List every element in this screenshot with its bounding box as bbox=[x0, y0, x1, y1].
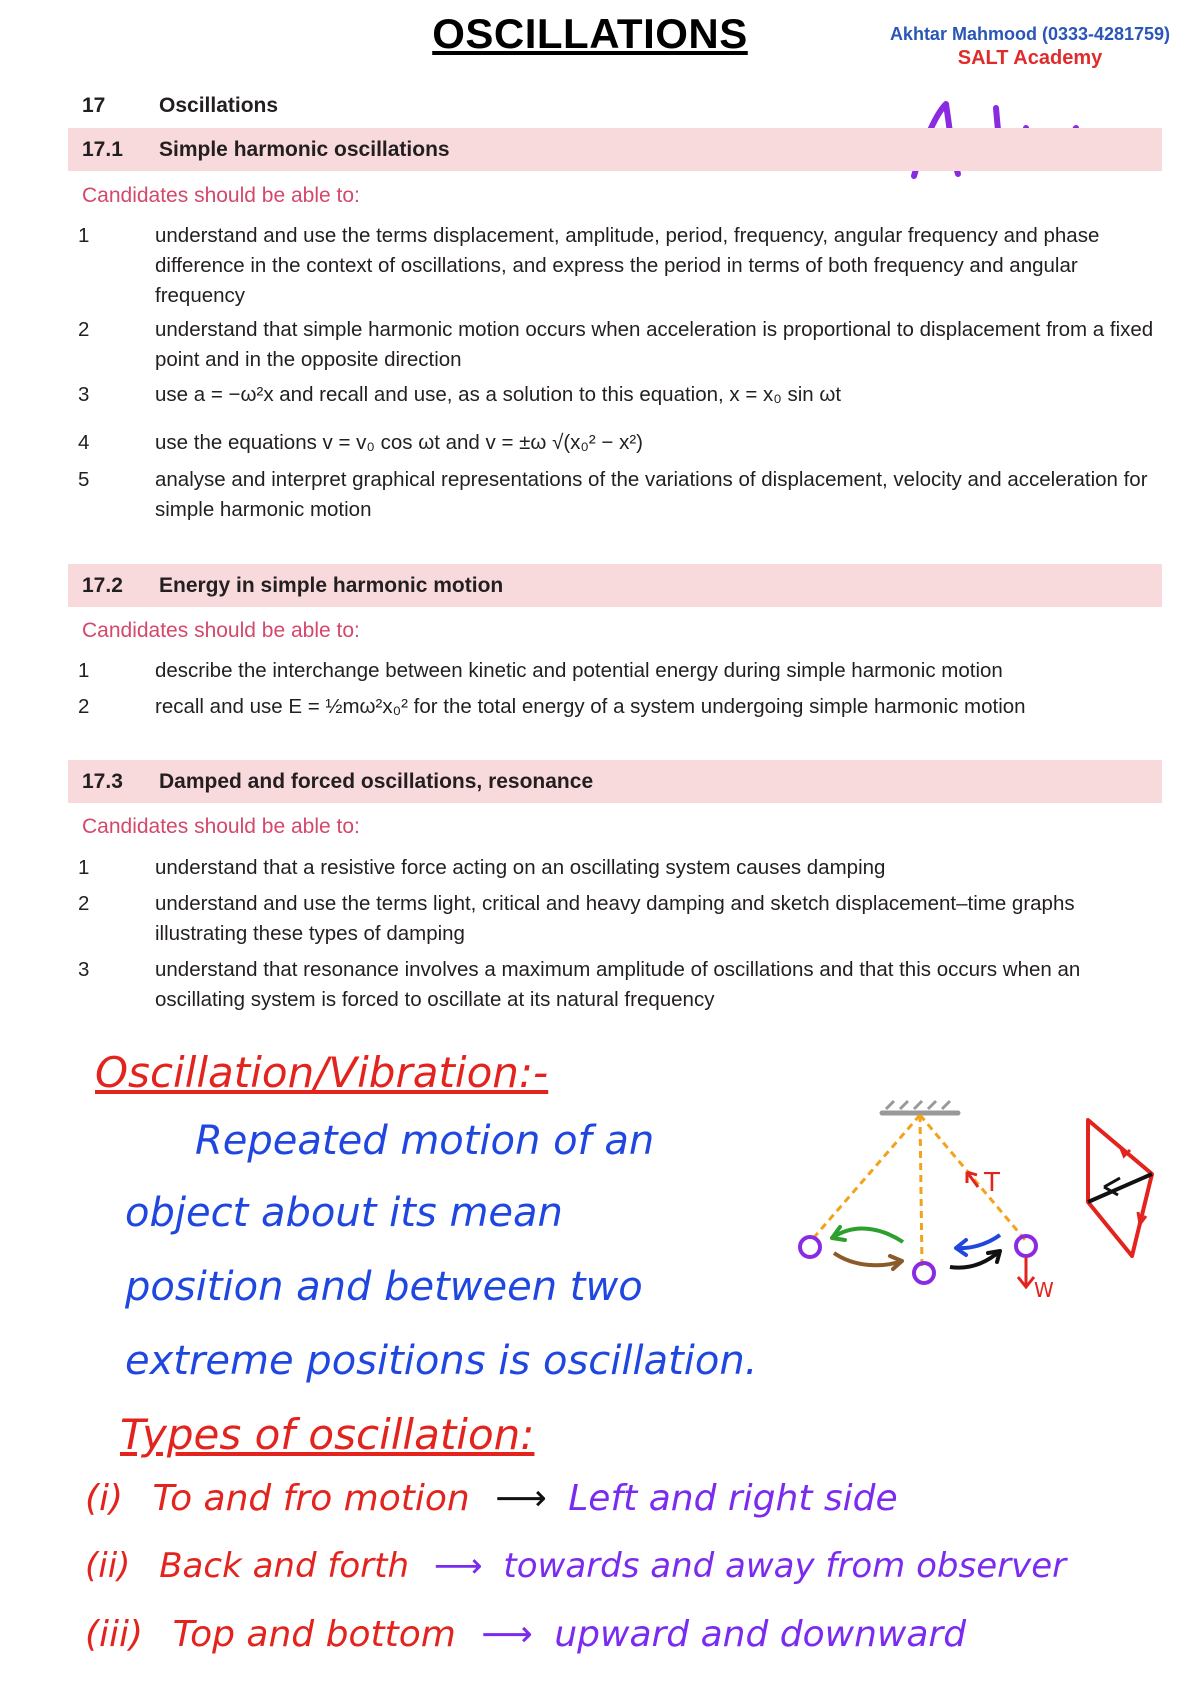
author-name: Akhtar Mahmood (0333-4281759) bbox=[889, 24, 1171, 44]
bob-left bbox=[800, 1237, 820, 1257]
type-marker: (ii) bbox=[85, 1546, 131, 1586]
item-number: 1 bbox=[78, 224, 90, 247]
item-text: understand that a resistive force acting on an oscillating system causes damping bbox=[155, 856, 886, 879]
list-item bbox=[68, 465, 1162, 525]
item-number: 1 bbox=[78, 856, 90, 879]
list-item bbox=[68, 889, 1162, 949]
section-header bbox=[68, 564, 1162, 607]
type-description: towards and away from observer bbox=[503, 1546, 1067, 1586]
definition-line: Repeated motion of an bbox=[195, 1118, 655, 1164]
item-text: understand and use the terms light, critical and heavy damping and sketch displacement–time graphs illustrating these types of damping bbox=[155, 892, 1075, 945]
section-header bbox=[68, 760, 1162, 803]
definition-line: extreme positions is oscillation. bbox=[125, 1338, 758, 1384]
type-marker: (iii) bbox=[85, 1614, 144, 1655]
item-text: analyse and interpret graphical representations of the variations of displacement, velocity and acceleration for simple harmonic motion bbox=[155, 468, 1148, 521]
list-item bbox=[68, 428, 1162, 458]
type-arrow: ⟶ bbox=[495, 1478, 547, 1519]
tension-label: T bbox=[984, 1168, 1000, 1198]
chapter-number: 17 bbox=[82, 94, 106, 117]
section-title: Energy in simple harmonic motion bbox=[159, 574, 504, 597]
list-item bbox=[85, 1478, 898, 1519]
list-item bbox=[68, 315, 1162, 375]
item-number: 2 bbox=[78, 695, 90, 718]
page-title: OSCILLATIONS bbox=[432, 10, 748, 57]
item-number: 5 bbox=[78, 468, 90, 491]
list-item bbox=[68, 955, 1162, 1015]
type-name: Top and bottom bbox=[172, 1614, 456, 1655]
list-item bbox=[68, 692, 1162, 722]
item-text: understand and use the terms displacement, amplitude, period, frequency, angular frequency and phase difference in the context of oscillations, and express the period in terms of both frequency and angular frequency bbox=[155, 224, 1100, 307]
item-number: 3 bbox=[78, 958, 90, 981]
section-number: 17.3 bbox=[82, 770, 123, 793]
definition-line: position and between two bbox=[125, 1264, 643, 1310]
item-text: understand that resonance involves a maximum amplitude of oscillations and that this occurs when an oscillating system is forced to oscillate at its natural frequency bbox=[155, 958, 1081, 1011]
academy-name: SALT Academy bbox=[957, 47, 1103, 69]
candidates-label: Candidates should be able to: bbox=[82, 619, 360, 642]
types-heading: Types of oscillation: bbox=[120, 1410, 535, 1459]
definition-line: object about its mean bbox=[125, 1190, 563, 1236]
item-number: 2 bbox=[78, 892, 90, 915]
pendulum-diagram bbox=[790, 1095, 1070, 1305]
list-item bbox=[85, 1614, 966, 1655]
candidates-label: Candidates should be able to: bbox=[82, 815, 360, 838]
section-header bbox=[68, 128, 1162, 171]
list-item bbox=[68, 656, 1162, 686]
type-description: upward and downward bbox=[554, 1614, 967, 1655]
type-arrow: ⟶ bbox=[433, 1546, 483, 1586]
notes-heading: Oscillation/Vibration:- bbox=[95, 1048, 549, 1097]
item-number: 1 bbox=[78, 659, 90, 682]
author-block bbox=[880, 24, 1180, 70]
bob-center bbox=[914, 1263, 934, 1283]
item-text: understand that simple harmonic motion occurs when acceleration is proportional to displacement from a fixed point and in the opposite direction bbox=[155, 318, 1154, 371]
section-number: 17.1 bbox=[82, 138, 123, 161]
list-item bbox=[68, 380, 1162, 410]
item-text: use a = −ω²x and recall and use, as a solution to this equation, x = x₀ sin ωt bbox=[155, 383, 842, 406]
section-title: Damped and forced oscillations, resonance bbox=[159, 770, 594, 793]
list-item bbox=[85, 1546, 1066, 1586]
type-marker: (i) bbox=[85, 1478, 124, 1519]
section-title: Simple harmonic oscillations bbox=[159, 138, 450, 161]
weight-label: W bbox=[1034, 1278, 1054, 1302]
bob-right bbox=[1016, 1236, 1036, 1256]
type-name: To and fro motion bbox=[152, 1478, 470, 1519]
list-item bbox=[68, 221, 1162, 311]
item-number: 2 bbox=[78, 318, 90, 341]
candidates-label: Candidates should be able to: bbox=[82, 184, 360, 207]
chapter-title: Oscillations bbox=[159, 94, 279, 117]
section-number: 17.2 bbox=[82, 574, 123, 597]
list-item bbox=[68, 853, 1162, 883]
item-text: recall and use E = ½mω²x₀² for the total energy of a system undergoing simple harmonic motion bbox=[155, 695, 1026, 718]
type-arrow: ⟶ bbox=[481, 1614, 533, 1655]
item-number: 4 bbox=[78, 431, 90, 454]
type-name: Back and forth bbox=[159, 1546, 409, 1586]
item-number: 3 bbox=[78, 383, 90, 406]
type-description: Left and right side bbox=[568, 1478, 898, 1519]
item-text: describe the interchange between kinetic and potential energy during simple harmonic motion bbox=[155, 659, 1003, 682]
item-text: use the equations v = v₀ cos ωt and v = ±ω √(x₀² − x²) bbox=[155, 431, 643, 454]
swing-sketch bbox=[1080, 1112, 1160, 1262]
